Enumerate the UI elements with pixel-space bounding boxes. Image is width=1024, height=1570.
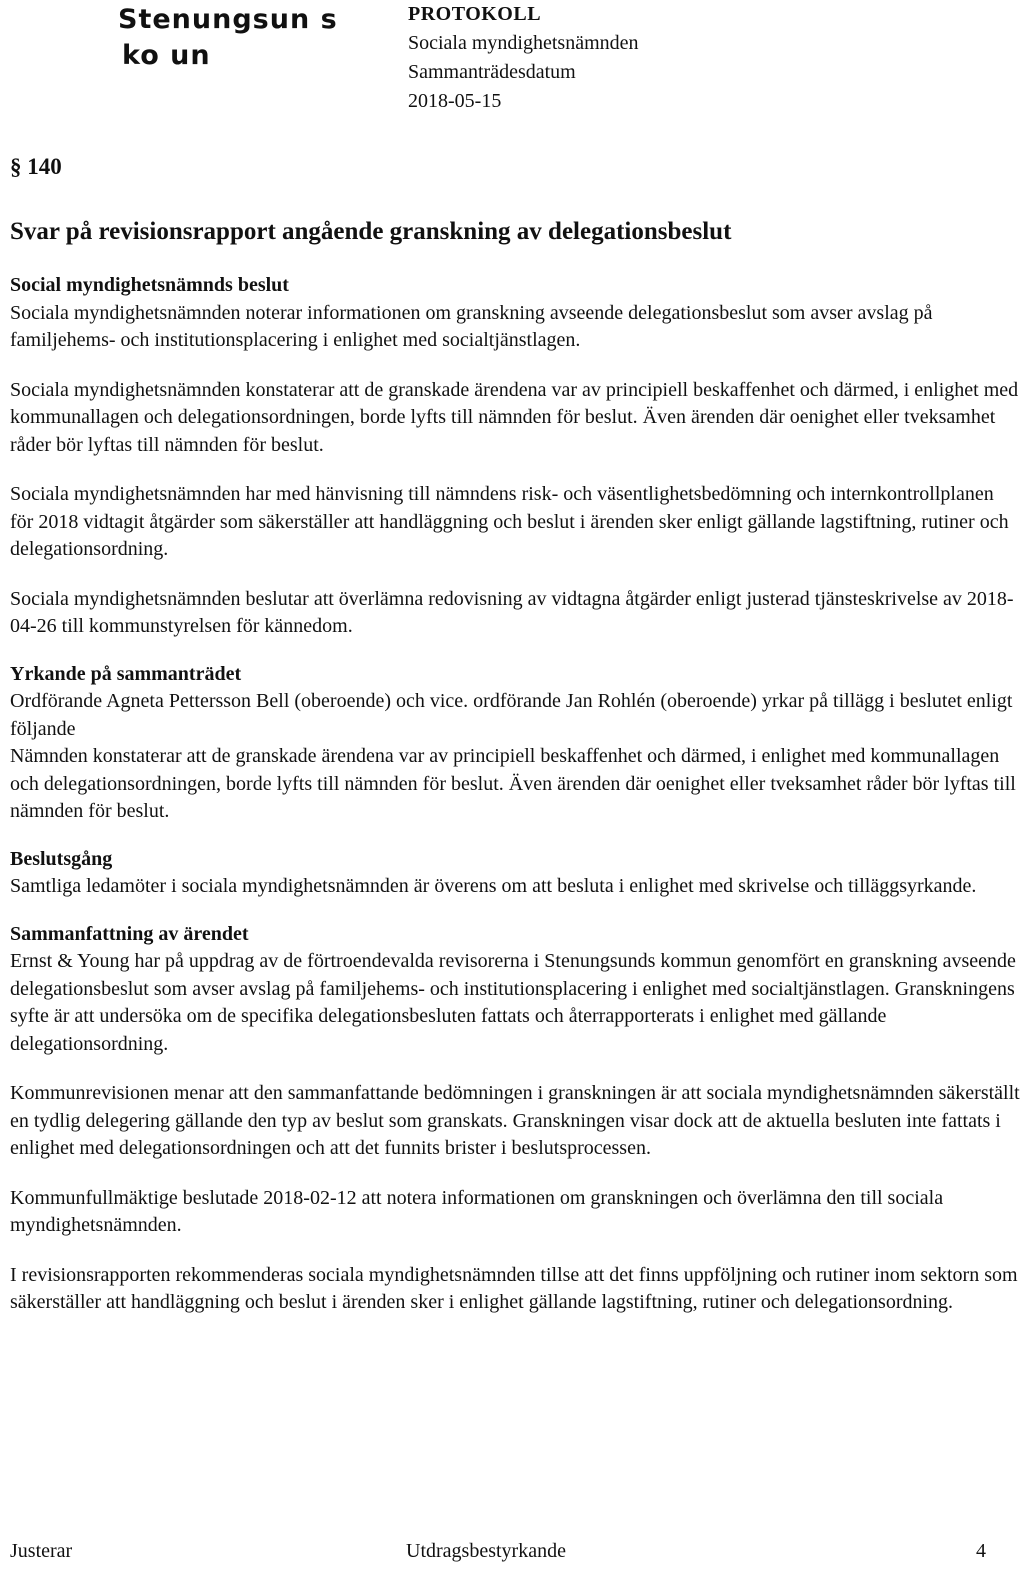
motion-paragraph: Ordförande Agneta Pettersson Bell (oberoende) och vice. ordförande Jan Rohlén (oberoende) yrkar på tillägg i beslutet enligt följande bbox=[10, 690, 1013, 740]
date-label: Sammanträdesdatum bbox=[408, 61, 576, 83]
meeting-date: 2018-05-15 bbox=[408, 90, 502, 112]
paragraph-number: § 140 bbox=[10, 154, 62, 179]
decision-paragraph-4: Sociala myndighetsnämnden beslutar att överlämna redovisning av vidtagna åtgärder enligt justerad tjänsteskrivelse av 2018-04-26 till kommunstyrelsen för kännedom. bbox=[10, 587, 1014, 637]
document-type: PROTOKOLL bbox=[408, 3, 542, 25]
summary-paragraph-1: Ernst & Young har på uppdrag av de förtroendevalda revisorerna i Stenungsunds kommun genomfört en granskning avseende delegationsbeslut som avser avslag på familjehems- och institutionsplacering i enlighet med socialtjänstlagen. Granskningens syfte är att undersöka om de specifika delegationsbesluten fattats och återrapporterats i enlighet med gällande delegationsordning. bbox=[10, 950, 1016, 1055]
municipality-logo bbox=[118, 2, 338, 74]
document-body bbox=[10, 272, 1020, 1317]
decision-heading: Social myndighetsnämnds beslut bbox=[10, 274, 289, 296]
logo-line-2: ko un bbox=[122, 40, 211, 71]
body-name: Sociala myndighetsnämnden bbox=[408, 32, 639, 54]
motion-heading: Yrkande på sammanträdet bbox=[10, 662, 242, 685]
decision-paragraph-2: Sociala myndighetsnämnden konstaterar att de granskade ärendena var av principiell beskaffenhet och därmed, i enlighet med kommunallagen och delegationsordningen, borde lyfts till nämnden för beslut. Även ärenden där oenighet eller tveksamhet råder bör lyftas till nämnden för beslut. bbox=[10, 378, 1019, 456]
summary-paragraph-2: Kommunrevisionen menar att den sammanfattande bedömningen i granskningen är att sociala myndighetsnämnden säkerställt en tydlig delegering gällande den typ av beslut som granskats. Granskningen visar dock att de aktuella besluten inte fattats i enlighet med delegationsordningen och att det funnits brister i beslutsprocessen. bbox=[10, 1082, 1020, 1159]
case-title: Svar på revisionsrapport angående granskning av delegationsbeslut bbox=[10, 218, 732, 245]
footer-justerar: Justerar bbox=[10, 1540, 73, 1562]
summary-heading: Sammanfattning av ärendet bbox=[10, 922, 249, 945]
footer-utdragsbestyrkande: Utdragsbestyrkande bbox=[406, 1540, 566, 1562]
procedure-heading: Beslutsgång bbox=[10, 847, 113, 870]
page-number: 4 bbox=[976, 1540, 986, 1562]
page-footer bbox=[0, 1540, 1024, 1570]
summary-paragraph-3: Kommunfullmäktige beslutade 2018-02-12 att notera informationen om granskningen och överlämna den till sociala myndighetsnämnden. bbox=[10, 1186, 944, 1236]
logo-line-1: Stenungsun s bbox=[118, 4, 338, 35]
decision-paragraph-3: Sociala myndighetsnämnden har med hänvisning till nämndens risk- och väsentlighetsbedömning och internkontrollplanen för 2018 vidtagit åtgärder som säkerställer att handläggning och beslut i ärenden sker enligt gällande lagstiftning, rutiner och delegationsordning. bbox=[10, 483, 1009, 560]
document-header bbox=[408, 0, 639, 116]
decision-paragraph-1: Sociala myndighetsnämnden noterar informationen om granskning avseende delegationsbeslut som avser avslag på familjehems- och institutionsplacering i enlighet med socialtjänstlagen. bbox=[10, 301, 933, 351]
motion-quote: Nämnden konstaterar att de granskade ärendena var av principiell beskaffenhet och därmed, i enlighet med kommunallagen och delegationsordningen, borde lyfts till nämnden för beslut. Även ärenden där oenighet eller tveksamhet råder bör lyftas till nämnden för beslut. bbox=[10, 745, 1016, 822]
summary-paragraph-4: I revisionsrapporten rekommenderas sociala myndighetsnämnden tillse att det finns uppföljning och rutiner inom sektorn som säkerställer att handläggning och beslut i ärenden sker i enlighet gällande lagstiftning, rutiner och delegationsordning. bbox=[10, 1263, 1018, 1313]
procedure-paragraph: Samtliga ledamöter i sociala myndighetsnämnden är överens om att besluta i enlighet med skrivelse och tilläggsyrkande. bbox=[10, 875, 977, 897]
